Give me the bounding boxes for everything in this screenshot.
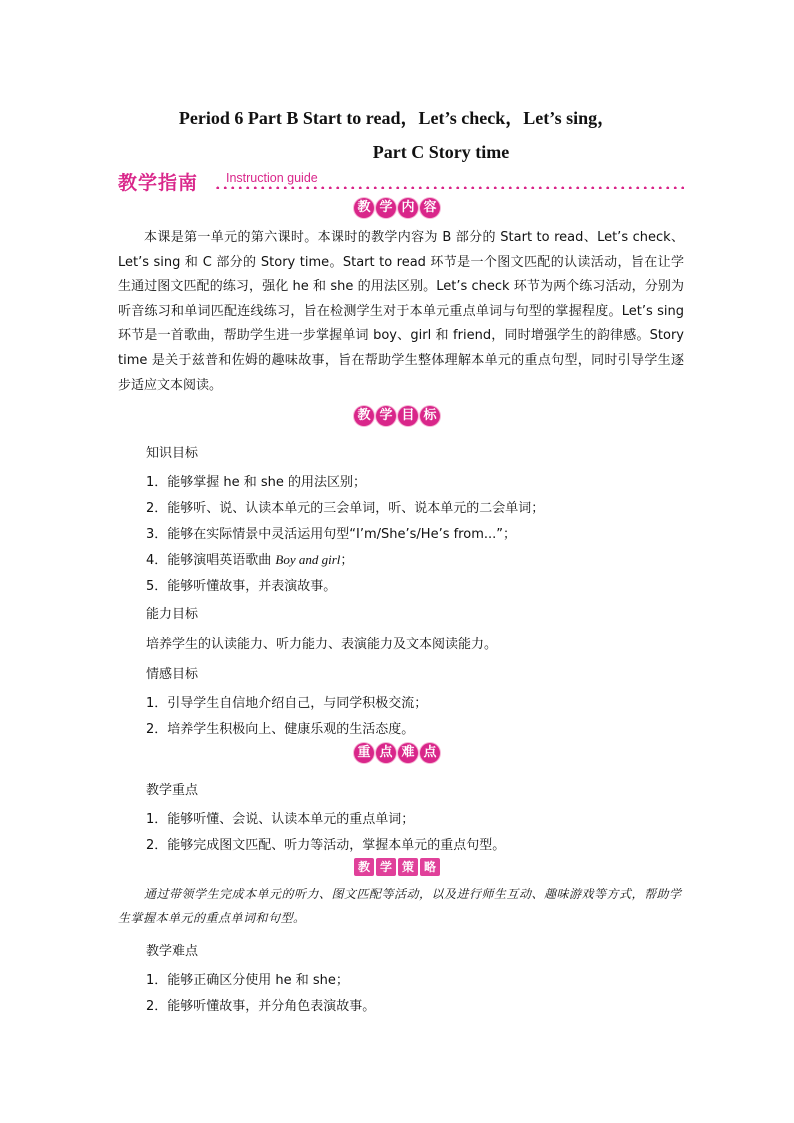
emotion-heading: 情感目标: [146, 667, 199, 682]
page-title-line2: Part C Story time: [372, 142, 510, 162]
song-title: Boy and girl: [275, 552, 341, 567]
knowledge-item: 5．能够听懂故事，并表演故事。: [146, 579, 337, 594]
badge-teaching-goals: 教 学 目 标: [0, 406, 794, 426]
difficult-item: 1．能够正确区分使用 he 和 she；: [146, 973, 349, 988]
difficult-heading: 教学难点: [146, 944, 199, 959]
ability-text: 培养学生的认读能力、听力能力、表演能力及文本阅读能力。: [146, 637, 498, 652]
key-heading: 教学重点: [146, 783, 199, 798]
strategy-text: 通过带领学生完成本单元的听力、图文匹配等活动，以及进行师生互动、趣味游戏等方式，帮助学生掌握本单元的重点单词和句型。: [118, 887, 682, 925]
emotion-item: 1．引导学生自信地介绍自己，与同学积极交流；: [146, 696, 428, 711]
key-item: 2．能够完成图文匹配、听力等活动，掌握本单元的重点句型。: [146, 838, 506, 853]
content-paragraph: 本课是第一单元的第六课时。本课时的教学内容为 B 部分的 Start to read、Let’s check、Let’s sing 和 C 部分的 Story time。Start to read 环节是一个图文匹配的认读活动，旨在让学生通过图文匹配的练习，强化 he 和 she 的用法区别。Let’s check 环节为两个练习活动，分别为听音练习和单词匹配连线练习，旨在检测学生对于本单元重点单词与句型的掌握程度。Let’s sing 环节是一首歌曲，帮助学生进一步掌握单词 boy、girl 和 friend，同时增强学生的韵律感。Story time 是关于兹普和佐姆的趣味故事，旨在帮助学生整体理解本单元的重点句型，同时引导学生逐步适应文本阅读。: [118, 230, 684, 393]
instruction-guide-header: [118, 168, 684, 194]
knowledge-item: 3．能够在实际情景中灵活运用句型“I’m/She’s/He’s from...”；: [146, 527, 516, 542]
knowledge-item: 1．能够掌握 he 和 she 的用法区别；: [146, 475, 367, 490]
badge-teaching-strategy: 教 学 策 略: [0, 858, 794, 876]
guide-title-zh: 教学指南: [118, 172, 199, 194]
page-title-line1: Period 6 Part B Start to read，Let’s check，Let’s sing，: [178, 108, 616, 128]
badge-teaching-content: 教 学 内 容: [0, 198, 794, 218]
badge-key-points: 重 点 难 点: [0, 743, 794, 763]
knowledge-item: 2．能够听、说、认读本单元的三会单词，听、说本单元的二会单词；: [146, 501, 545, 516]
ability-heading: 能力目标: [146, 607, 199, 622]
emotion-item: 2．培养学生积极向上、健康乐观的生活态度。: [146, 722, 415, 737]
difficult-item: 2．能够听懂故事，并分角色表演故事。: [146, 999, 376, 1014]
dotted-divider: [214, 186, 684, 189]
knowledge-heading: 知识目标: [146, 446, 199, 461]
key-item: 1．能够听懂、会说、认读本单元的重点单词；: [146, 812, 415, 827]
guide-title-en: Instruction guide: [226, 171, 318, 185]
knowledge-item: 4．能够演唱英语歌曲 Boy and girl；: [146, 552, 354, 568]
